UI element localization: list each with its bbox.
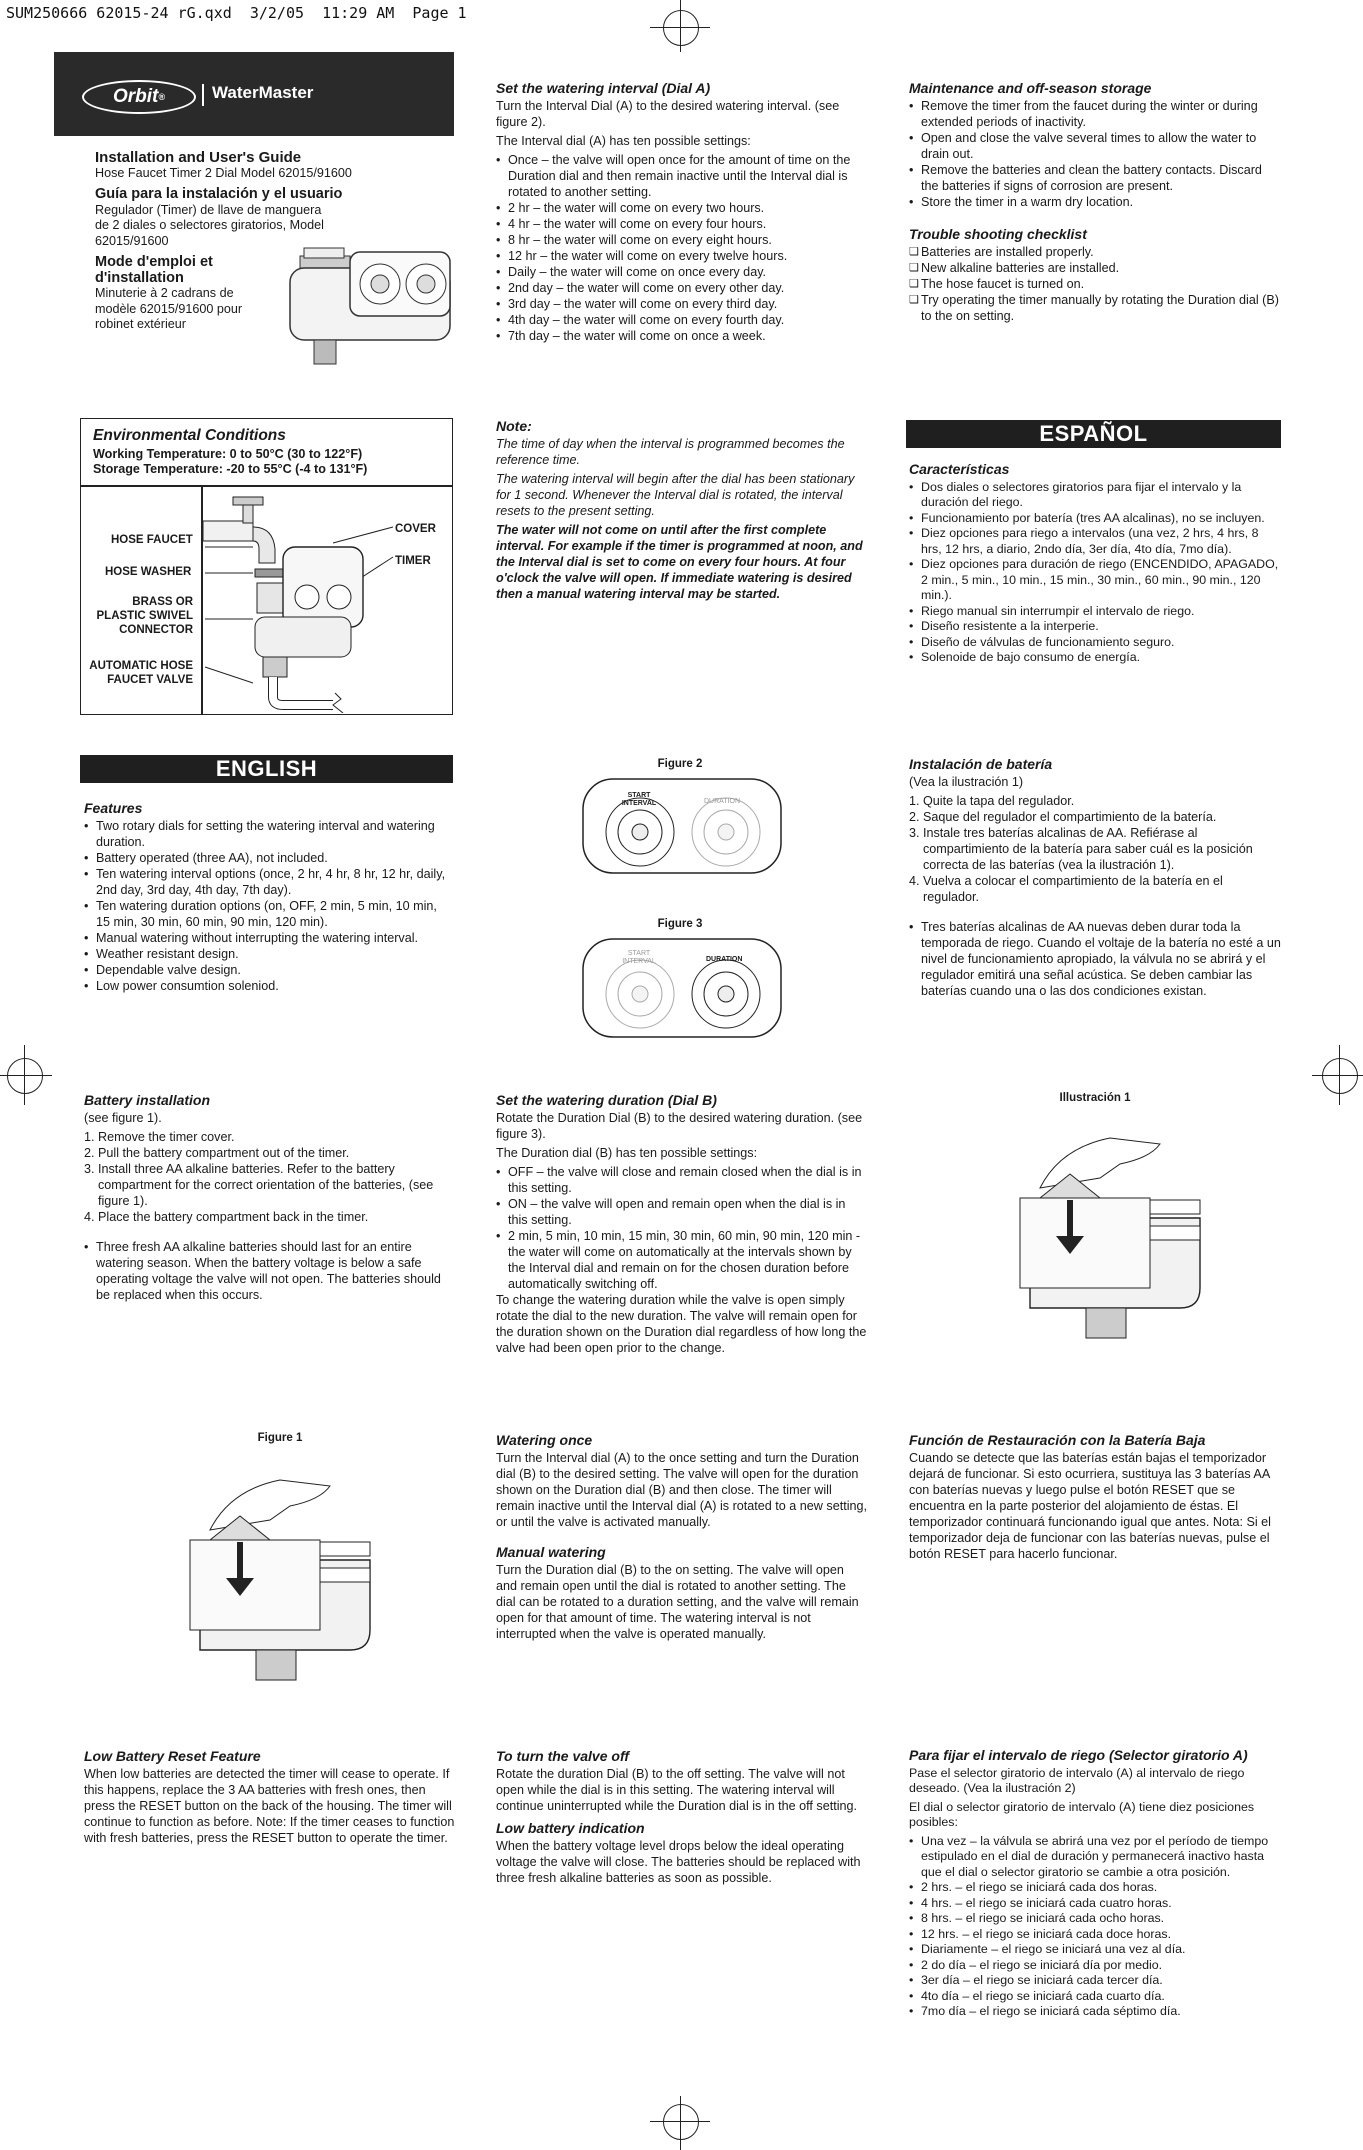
list-item: • 2nd day – the water will come on every other day.: [496, 280, 868, 296]
file-slug: SUM250666 62015-24 rG.qxd 3/2/05 11:29 AM Page 1: [6, 4, 467, 22]
interval-list: [496, 152, 868, 344]
low-battery-reset-section: [84, 1748, 459, 1849]
checklist-item: ❑ New alkaline batteries are installed.: [909, 260, 1281, 276]
crop-line-right-h: [1312, 1075, 1363, 1076]
crop-line-right-v: [1339, 1045, 1340, 1105]
low-indication-text: When the battery voltage level drops below the ideal operating voltage the valve will close. The batteries should be replaced with three fresh alkaline batteries as soon as possible.: [496, 1839, 861, 1885]
list-item: • Funcionamiento por batería (tres AA alcalinas), no se incluyen.: [909, 511, 1281, 527]
figure-1-battery-illustration: [170, 1450, 400, 1700]
watering-once-section: [496, 1432, 868, 1645]
crop-mark-right: [1322, 1058, 1358, 1094]
duration-section: [496, 1092, 868, 1359]
env-storage: Storage Temperature: -20 to 55°C (-4 to 131°F): [93, 462, 368, 476]
list-item: • 3rd day – the water will come on every third day.: [496, 296, 868, 312]
manual-heading: Manual watering: [496, 1544, 606, 1560]
valve-off-section: [496, 1748, 868, 1889]
interval-section: [496, 80, 868, 344]
instalacion-heading: Instalación de batería: [909, 756, 1053, 772]
fig3-duration-label: DURATION: [706, 956, 743, 963]
low-indication-heading: Low battery indication: [496, 1820, 645, 1836]
note-heading: Note:: [496, 418, 532, 434]
features-list: [84, 818, 454, 994]
list-item: • 4 hr – the water will come on every four hours.: [496, 216, 868, 232]
crop-line-bottom-h: [650, 2121, 710, 2122]
checklist-item: ❑ Batteries are installed properly.: [909, 244, 1281, 260]
guide-en-title: Installation and User's Guide: [95, 149, 302, 166]
guide-en-sub: Hose Faucet Timer 2 Dial Model 62015/91600: [95, 165, 352, 180]
list-item: • Open and close the valve several times to allow the water to drain out.: [909, 130, 1281, 162]
list-item: • Remove the batteries and clean the battery contacts. Discard the batteries if signs of corrosion are present.: [909, 162, 1281, 194]
list-item: • Diseño resistente a la interperie.: [909, 619, 1281, 635]
list-item: 3. Install three AA alkaline batteries. Refer to the battery compartment for the correct orientation of the batteries, (see figure 1).: [84, 1162, 434, 1208]
list-item: • Manual watering without interrupting the watering interval.: [84, 930, 454, 946]
list-item: • 2 min, 5 min, 10 min, 15 min, 30 min, 60 min, 90 min, 120 min - the water will come on automatically at the intervals shown by the Interval dial and remain on for the chosen duration before automatically switching off.: [496, 1228, 868, 1292]
illustration-1-caption: Illustración 1: [1059, 1092, 1131, 1104]
list-item: • ON – the valve will open and remain open when the dial is in this setting.: [496, 1196, 868, 1228]
label-auto-valve: [83, 659, 193, 687]
list-item: • 2 do día – el riego se iniciará día por medio.: [909, 1958, 1281, 1974]
list-item: • Diez opciones para duración de riego (ENCENDIDO, APAGADO, 2 min., 5 min., 10 min., 15 min., 30 min., 60 min., 90 min., 120 min.).: [909, 557, 1281, 604]
environmental-conditions-box: [80, 418, 453, 715]
crop-mark-bottom: [663, 2104, 699, 2140]
interval-p1: Turn the Interval Dial (A) to the desired watering interval. (see figure 2).: [496, 99, 840, 129]
para-list: [909, 1834, 1281, 2020]
faucet-assembly-diagram: [203, 487, 451, 713]
label-cover: COVER: [395, 523, 436, 535]
fig3-start-label: [614, 950, 664, 966]
list-item: • Diez opciones para riego a intervalos (una vez, 2 hrs, 4 hrs, 8 hrs, 12 hrs, a diario, 2ndo día, 3er día, 4to día, 7mo día).: [909, 526, 1281, 557]
list-item: • Daily – the water will come on once every day.: [496, 264, 868, 280]
illustration-1-battery: [1000, 1108, 1230, 1358]
figure-2-dials: [582, 778, 782, 874]
product-name: WaterMaster: [212, 83, 314, 102]
list-item: • Remove the timer from the faucet during the winter or during extended periods of inactivity.: [909, 98, 1281, 130]
label-hose-faucet: HOSE FAUCET: [111, 534, 193, 546]
figure-3-dials: [582, 938, 782, 1038]
env-working: Working Temperature: 0 to 50°C (30 to 122°F): [93, 447, 363, 461]
guide-fr-title: Mode d'emploi et d'installation: [95, 254, 213, 286]
battery-note-list: [84, 1239, 454, 1303]
label-connector: [93, 595, 193, 637]
list-item: • 7mo día – el riego se iniciará cada séptimo día.: [909, 2004, 1281, 2020]
list-item: 1. Quite la tapa del regulador.: [909, 794, 1075, 808]
duration-heading: Set the watering duration (Dial B): [496, 1092, 717, 1108]
orbit-logo: Orbit®: [82, 80, 196, 114]
list-item: • Diseño de válvulas de funcionamiento seguro.: [909, 635, 1281, 651]
brand-divider: [202, 84, 204, 106]
checklist-item: ❑ The hose faucet is turned on.: [909, 276, 1281, 292]
para-fijar-heading: Para fijar el intervalo de riego (Selector giratorio A): [909, 1747, 1248, 1763]
battery-ref: (see figure 1).: [84, 1111, 162, 1125]
espanol-band: ESPAÑOL: [906, 420, 1281, 448]
manual-text: Turn the Duration dial (B) to the on setting. The valve will open and remain open until the dial is rotated to another setting. The dial can be rotated to a duration setting, and the valve will remain open for that amount of time. The watering interval is not interrupted when the valve is operated manually.: [496, 1563, 859, 1641]
list-item: • Two rotary dials for setting the watering interval and watering duration.: [84, 818, 454, 850]
list-item: • 12 hr – the water will come on every twelve hours.: [496, 248, 868, 264]
instalacion-steps: [909, 793, 1281, 905]
maintenance-section: [909, 80, 1281, 324]
note-1: The time of day when the interval is programmed becomes the reference time.: [496, 437, 845, 467]
label-connector-line: CONNECTOR: [119, 624, 193, 636]
list-item: 2. Pull the battery compartment out of the timer.: [84, 1146, 350, 1160]
battery-steps: [84, 1129, 454, 1225]
guide-fr-sub: Minuterie à 2 cadrans de modèle 62015/91600 pour robinet extérieur: [95, 286, 243, 331]
label-plastic: PLASTIC SWIVEL: [96, 610, 193, 622]
features-section: [84, 800, 454, 994]
low-battery-heading: Low Battery Reset Feature: [84, 1748, 261, 1764]
funcion-heading: Función de Restauración con la Batería Baja: [909, 1432, 1206, 1448]
list-item: • Battery operated (three AA), not included.: [84, 850, 454, 866]
checklist-item: ❑ Try operating the timer manually by rotating the Duration dial (B) to the on setting.: [909, 292, 1281, 324]
note-2: The watering interval will begin after the dial has been stationary for 1 second. Whenever the Interval dial is rotated, the interval resets to the present setting.: [496, 472, 855, 518]
list-item: • 2 hrs. – el riego se iniciará cada dos horas.: [909, 1880, 1281, 1896]
list-item: • Solenoide de bajo consumo de energía.: [909, 650, 1281, 666]
para-fijar-section: [909, 1748, 1281, 2020]
list-item: • Once – the valve will open once for the amount of time on the Duration dial and then remain inactive until the Interval dial is rotated to another setting.: [496, 152, 868, 200]
duration-list: [496, 1164, 868, 1292]
figure-3-caption: Figure 3: [657, 918, 703, 930]
english-band: ENGLISH: [80, 755, 453, 783]
features-heading: Features: [84, 800, 143, 816]
list-item: • Dependable valve design.: [84, 962, 454, 978]
crop-line-left-v: [24, 1045, 25, 1105]
once-heading: Watering once: [496, 1432, 593, 1448]
list-item: • 3er día – el riego se iniciará cada tercer día.: [909, 1973, 1281, 1989]
funcion-text: Cuando se detecte que las baterías están bajas el temporizador dejará de funcionar. Si esto ocurriera, sustituya las 3 baterías AA con baterías nuevas y luego pulse el botón RESET que se encuentra en la parte posterior del alojamiento de éstas. El temporizador continuará funcionando igual que antes. Nota: Si el temporizador deja de funcionar con las baterías nuevas, pulse el botón RESET para hacerlo funcionar.: [909, 1451, 1271, 1561]
fig2-interval-text: INTERVAL: [621, 800, 657, 807]
list-item: 4. Vuelva a colocar el compartimiento de la batería en el regulador.: [909, 874, 1223, 904]
list-item: • 2 hr – the water will come on every two hours.: [496, 200, 868, 216]
list-item: • Weather resistant design.: [84, 946, 454, 962]
label-brass: BRASS OR: [132, 596, 193, 608]
list-item: • Ten watering interval options (once, 2 hr, 4 hr, 8 hr, 12 hr, daily, 2nd day, 3rd day, 4th day, 7th day).: [84, 866, 454, 898]
list-item: 2. Saque del regulador el compartimiento de la batería.: [909, 810, 1217, 824]
caracteristicas-list: [909, 480, 1281, 666]
label-timer: TIMER: [395, 555, 431, 567]
interval-p2: The Interval dial (A) has ten possible settings:: [496, 134, 751, 148]
note-3: The water will not come on until after the first complete interval. For example if the timer is programmed at noon, and the Interval dial is set to come on every four hours. At four o'clock the valve will open. If immediate watering is desired then a manual watering interval may be started.: [496, 523, 863, 601]
timer-device-illustration: [280, 240, 460, 370]
caracteristicas-section: [909, 462, 1281, 666]
list-item: • 4th day – the water will come on every fourth day.: [496, 312, 868, 328]
battery-note: • Three fresh AA alkaline batteries should last for an entire watering season. When the battery voltage is below a safe operating voltage the valve will not open. The batteries should be replaced when this occurs.: [84, 1239, 454, 1303]
orbit-logo-text: Orbit: [112, 86, 159, 107]
once-text: Turn the Interval dial (A) to the once setting and turn the Duration dial (B) to the desired setting. The valve will open for the duration shown on the Duration dial (B) and then close. The timer will remain inactive until the Interval dial (A) is rotated to a new setting, or until the valve is activated manually.: [496, 1451, 867, 1529]
battery-installation-section: [84, 1092, 454, 1303]
list-item: • OFF – the valve will close and remain closed when the dial is in this setting.: [496, 1164, 868, 1196]
fig2-duration-label: DURATION: [704, 798, 741, 805]
list-item: • Dos diales o selectores giratorios para fijar el intervalo y la duración del riego.: [909, 480, 1281, 511]
list-item: • 4to día – el riego se iniciará cada cuarto día.: [909, 1989, 1281, 2005]
crop-line-top-v: [680, 0, 681, 52]
guide-es-sub: Regulador (Timer) de llave de manguera de 2 diales o selectores giratorios, Model 62015/91600: [95, 202, 324, 248]
figure-1-caption: Figure 1: [257, 1432, 303, 1444]
list-item: • 8 hrs. – el riego se iniciará cada ocho horas.: [909, 1911, 1281, 1927]
note-section: [496, 418, 866, 605]
battery-heading: Battery installation: [84, 1092, 211, 1108]
list-item: • 8 hr – the water will come on every eight hours.: [496, 232, 868, 248]
instalacion-section: [909, 756, 1281, 999]
fig2-start-label: [614, 792, 664, 808]
off-text: Rotate the duration Dial (B) to the off setting. The valve will not open while the dial is in this setting. The watering interval will continue uninterrupted while the Duration dial is in the off setting.: [496, 1767, 858, 1813]
fig2-start-text: START: [627, 792, 651, 799]
crop-mark-top: [663, 10, 699, 46]
list-item: • Ten watering duration options (on, OFF, 2 min, 5 min, 10 min, 15 min, 30 min, 60 min, 90 min, 120 min).: [84, 898, 454, 930]
fig3-interval-text: INTERVAL: [622, 958, 656, 965]
figure-2-caption: Figure 2: [657, 758, 703, 770]
caracteristicas-heading: Características: [909, 461, 1010, 477]
brand-bar: [54, 52, 454, 136]
list-item: • Store the timer in a warm dry location.: [909, 194, 1281, 210]
off-heading: To turn the valve off: [496, 1748, 630, 1764]
duration-p3: To change the watering duration while the valve is open simply rotate the dial to the new duration. The valve will remain open for the duration shown on the Duration dial regardless of how long the valve had been open prior to the change.: [496, 1293, 867, 1355]
label-auto: AUTOMATIC HOSE: [89, 660, 193, 672]
list-item: • 4 hrs. – el riego se iniciará cada cuatro horas.: [909, 1896, 1281, 1912]
env-title: Environmental Conditions: [93, 427, 286, 444]
para-p1: Pase el selector giratorio de intervalo (A) al intervalo de riego deseado. (Vea la ilustración 2): [909, 1765, 1245, 1795]
maintenance-heading: Maintenance and off-season storage: [909, 80, 1152, 96]
maintenance-list: [909, 98, 1281, 210]
para-p2: El dial o selector giratorio de intervalo (A) tiene diez posiciones posibles:: [909, 1799, 1255, 1829]
list-item: 1. Remove the timer cover.: [84, 1130, 235, 1144]
guide-es-title: Guía para la instalación y el usuario: [95, 186, 343, 202]
instalacion-note-list: [909, 919, 1281, 999]
funcion-section: [909, 1432, 1281, 1565]
list-item: • Riego manual sin interrumpir el intervalo de riego.: [909, 604, 1281, 620]
instalacion-ref: (Vea la ilustración 1): [909, 775, 1024, 789]
label-hose-washer: HOSE WASHER: [105, 566, 192, 578]
fig3-start-text: START: [627, 950, 651, 957]
label-valve: FAUCET VALVE: [107, 674, 193, 686]
list-item: • Una vez – la válvula se abrirá una vez por el período de tiempo estipulado en el dial de duración y permanecerá inactivo hasta que el dial o selector giratorio se cambie a otra posición.: [909, 1834, 1281, 1881]
instalacion-note: • Tres baterías alcalinas de AA nuevas deben durar toda la temporada de riego. Cuando el voltaje de la batería no esté a un nivel de funcionamiento apropiado, la válvula no se abrirá y el regulador emitirá una señal acústica. Se deben cambiar las baterías cuando una o las dos condiciones existan.: [909, 919, 1281, 999]
low-battery-text: When low batteries are detected the timer will cease to operate. If this happens, replace the 3 AA batteries with fresh ones, then press the RESET button on the back of the housing. The timer will continue to function as before. Note: If the timer ceases to function with fresh batteries, press the RESET button to operate the timer.: [84, 1767, 455, 1845]
crop-line-bottom-v: [680, 2096, 681, 2150]
trouble-list: [909, 244, 1281, 324]
crop-line-left-h: [0, 1075, 52, 1076]
duration-p1: Rotate the Duration Dial (B) to the desired watering duration. (see figure 3).: [496, 1111, 863, 1141]
list-item: 3. Instale tres baterías alcalinas de AA. Refiérase al compartimiento de la batería para saber cuál es la posición correcta de las baterías (vea la ilustración 1).: [909, 826, 1253, 872]
crop-mark-left: [7, 1058, 43, 1094]
list-item: 4. Place the battery compartment back in the timer.: [84, 1210, 369, 1224]
list-item: • 7th day – the water will come on once a week.: [496, 328, 868, 344]
crop-line-top-h: [650, 27, 710, 28]
list-item: • Diariamente – el riego se iniciará una vez al día.: [909, 1942, 1281, 1958]
list-item: • 12 hrs. – el riego se iniciará cada doce horas.: [909, 1927, 1281, 1943]
duration-p2: The Duration dial (B) has ten possible settings:: [496, 1146, 758, 1160]
list-item: • Low power consumtion soleniod.: [84, 978, 454, 994]
trouble-heading: Trouble shooting checklist: [909, 226, 1087, 242]
interval-heading: Set the watering interval (Dial A): [496, 80, 711, 96]
